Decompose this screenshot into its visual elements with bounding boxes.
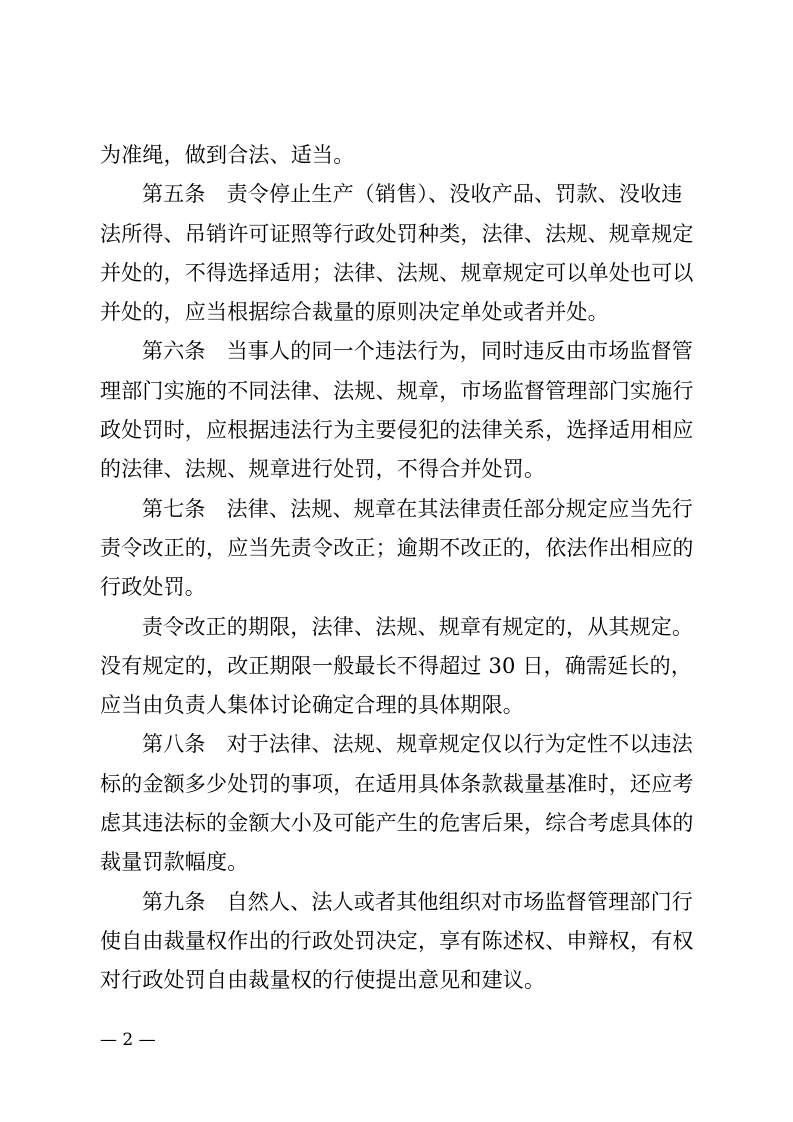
text-line bbox=[100, 215, 692, 254]
line-text: 法所得、吊销许可证照等行政处罚种类，法律、法规、规章规定 bbox=[100, 221, 694, 246]
text-line bbox=[100, 254, 692, 293]
line-text: 使自由裁量权作出的行政处罚决定，享有陈述权、申辩权，有权 bbox=[100, 928, 694, 953]
text-line bbox=[100, 961, 692, 1000]
line-text: 并处的，应当根据综合裁量的原则决定单处或者并处。 bbox=[100, 300, 609, 325]
line-text: 为准绳，做到合法、适当。 bbox=[100, 143, 355, 167]
text-line bbox=[100, 293, 692, 332]
line-text: 对于法律、法规、规章规定仅以行为定性不以违法 bbox=[226, 732, 694, 757]
text-line bbox=[100, 136, 692, 175]
paragraph bbox=[100, 883, 692, 1001]
line-text: 政处罚时，应根据违法行为主要侵犯的法律关系，选择适用相应 bbox=[100, 418, 694, 443]
text-line bbox=[100, 568, 692, 607]
paragraph bbox=[100, 136, 692, 175]
text-line bbox=[100, 922, 692, 961]
text-line bbox=[100, 490, 692, 529]
line-text: 的法律、法规、规章进行处罚，不得合并处罚。 bbox=[100, 457, 546, 482]
line-text: 理部门实施的不同法律、法规、规章，市场监督管理部门实施行 bbox=[100, 378, 694, 403]
paragraph bbox=[100, 175, 692, 332]
paragraph bbox=[100, 608, 692, 726]
line-text: 责令改正的，应当先责令改正；逾期不改正的，依法作出相应的 bbox=[100, 535, 694, 560]
text-line bbox=[100, 725, 692, 764]
line-text: 法律、法规、规章在其法律责任部分规定应当先行 bbox=[226, 496, 694, 521]
text-line bbox=[100, 332, 692, 371]
text-line bbox=[100, 843, 692, 882]
article-label: 第九条 bbox=[142, 889, 206, 914]
line-text: 标的金额多少处罚的事项，在适用具体条款裁量基准时，还应考 bbox=[100, 771, 694, 796]
paragraph bbox=[100, 725, 692, 882]
line-text: 没有规定的，改正期限一般最长不得超过 30 日，确需延长的， bbox=[100, 653, 693, 678]
page-number: — 2 — bbox=[100, 1030, 156, 1050]
article-label: 第六条 bbox=[142, 339, 206, 364]
text-line bbox=[100, 647, 692, 686]
article-label: 第五条 bbox=[142, 182, 206, 207]
article-label: 第八条 bbox=[142, 732, 206, 757]
text-line bbox=[100, 686, 692, 725]
line-text: 并处的，不得选择适用；法律、法规、规章规定可以单处也可以 bbox=[100, 260, 694, 285]
text-line bbox=[100, 372, 692, 411]
text-line bbox=[100, 608, 692, 647]
text-line bbox=[100, 175, 692, 214]
line-text: 裁量罚款幅度。 bbox=[100, 850, 249, 875]
line-text: 责令改正的期限，法律、法规、规章有规定的，从其规定。 bbox=[142, 614, 694, 639]
text-line bbox=[100, 529, 692, 568]
text-line bbox=[100, 804, 692, 843]
line-text: 自然人、法人或者其他组织对市场监督管理部门行 bbox=[226, 889, 694, 914]
document-body bbox=[100, 136, 692, 1001]
paragraph bbox=[100, 332, 692, 489]
line-text: 虑其违法标的金额大小及可能产生的危害后果，综合考虑具体的 bbox=[100, 811, 694, 836]
line-text: 应当由负责人集体讨论确定合理的具体期限。 bbox=[100, 693, 524, 718]
line-text: 对行政处罚自由裁量权的行使提出意见和建议。 bbox=[100, 968, 546, 993]
text-line bbox=[100, 765, 692, 804]
text-line bbox=[100, 883, 692, 922]
line-text: 责令停止生产（销售）、没收产品、罚款、没收违 bbox=[226, 182, 683, 207]
line-text: 行政处罚。 bbox=[100, 575, 206, 600]
text-line bbox=[100, 411, 692, 450]
line-text: 当事人的同一个违法行为，同时违反由市场监督管 bbox=[226, 339, 694, 364]
article-label: 第七条 bbox=[142, 496, 206, 521]
text-line bbox=[100, 450, 692, 489]
paragraph bbox=[100, 490, 692, 608]
